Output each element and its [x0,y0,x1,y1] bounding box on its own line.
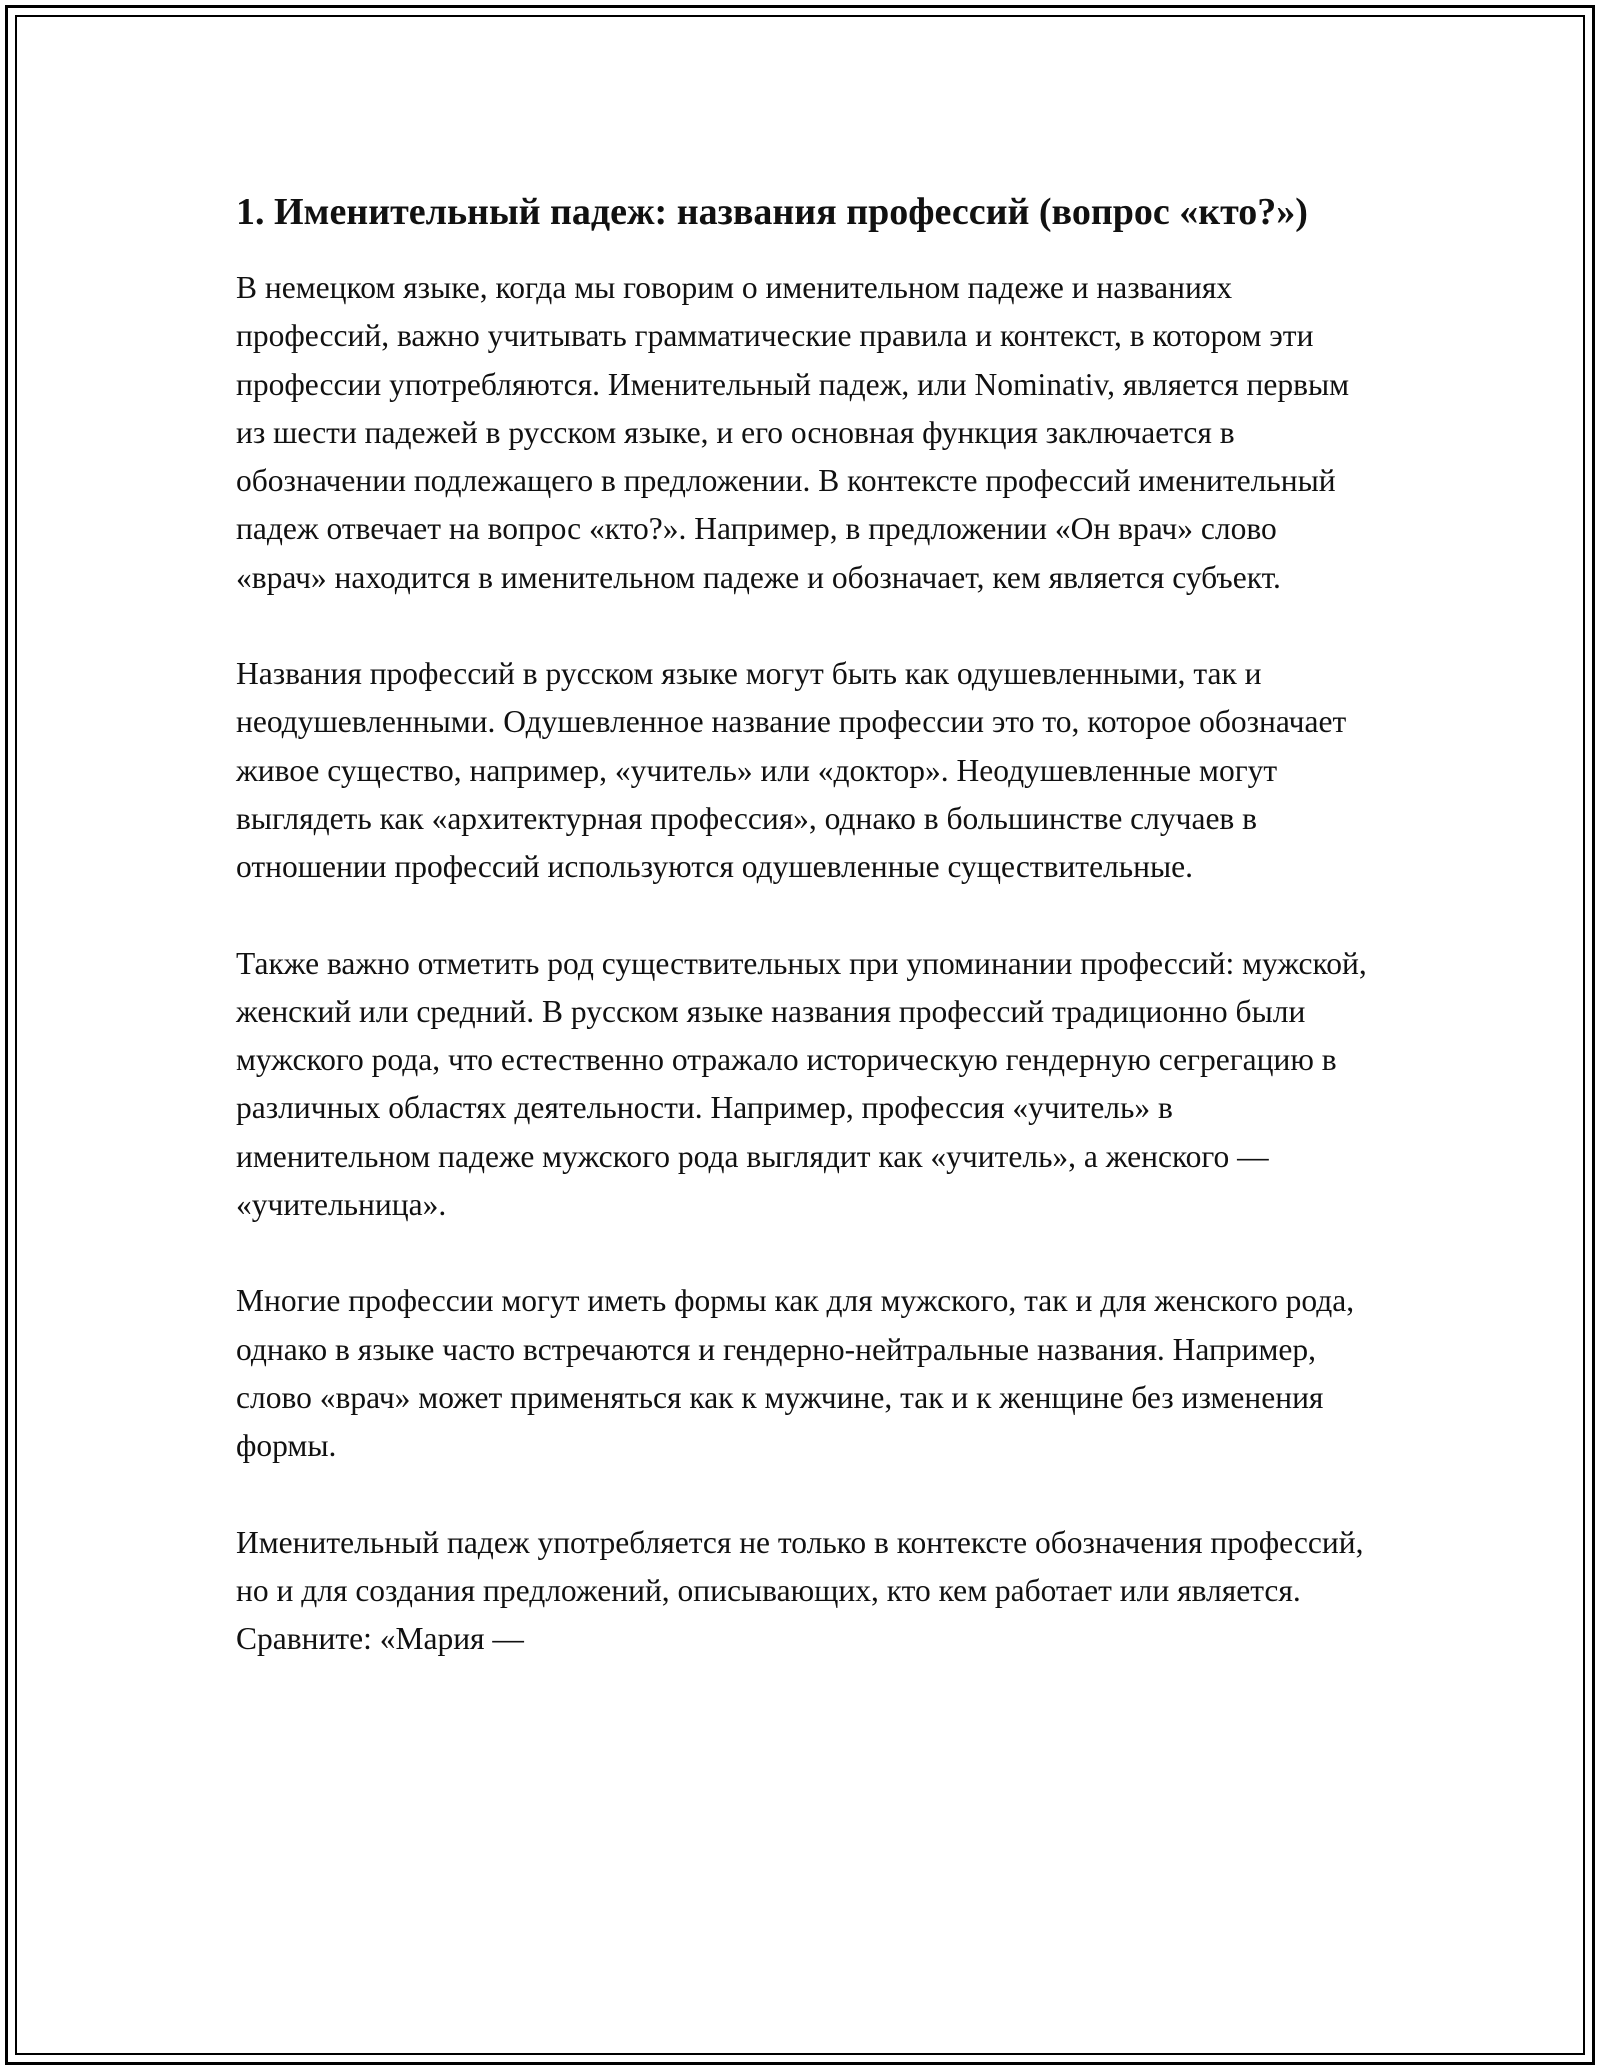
paragraph-2: Названия профессий в русском языке могут быть как одушевленными, так и неодушевленными. Одушевленное название профессии это то, которое обозначает живое существо, например, «учитель» или «доктор». Неодушевленные могут выглядеть как «архитектурная профессия», однако в большинстве случаев в отношении профессий используются одушевленные существительные. [236,656,1347,885]
paragraph-3: Также важно отметить род существительных при упоминании профессий: мужской, женский или средний. В русском языке названия профессий традиционно были мужского рода, что естественно отражало историческую гендерную сегрегацию в различных областях деятельности. Например, профессия «учитель» в именительном падеже мужского рода выглядит как «учитель», а женского — «учительница». [236,945,1367,1223]
section-heading: 1. Именительный падеж: названия профессий (вопрос «кто?») [236,191,1308,233]
paragraph-1: В немецком языке, когда мы говорим о именительном падеже и названиях профессий, важно учитывать грамматические правила и контекст, в котором эти профессии употребляются. Именительный падеж, или Nominativ, является первым из шести падежей в русском языке, и его основная функция заключается в обозначении подлежащего в предложении. В контексте профессий именительный падеж отвечает на вопрос «кто?». Например, в предложении «Он врач» слово «врач» находится в именительном падеже и обозначает, кем является субъект. [236,270,1350,595]
document-body [236,186,1371,1711]
paragraph-4: Многие профессии могут иметь формы как для мужского, так и для женского рода, однако в языке часто встречаются и гендерно-нейтральные названия. Например, слово «врач» может применяться как к мужчине, так и к женщине без изменения формы. [236,1283,1355,1464]
paragraph-5: Именительный падеж употребляется не только в контексте обозначения профессий, но и для создания предложений, описывающих, кто кем работает или является. Сравните: «Мария — [236,1524,1364,1657]
